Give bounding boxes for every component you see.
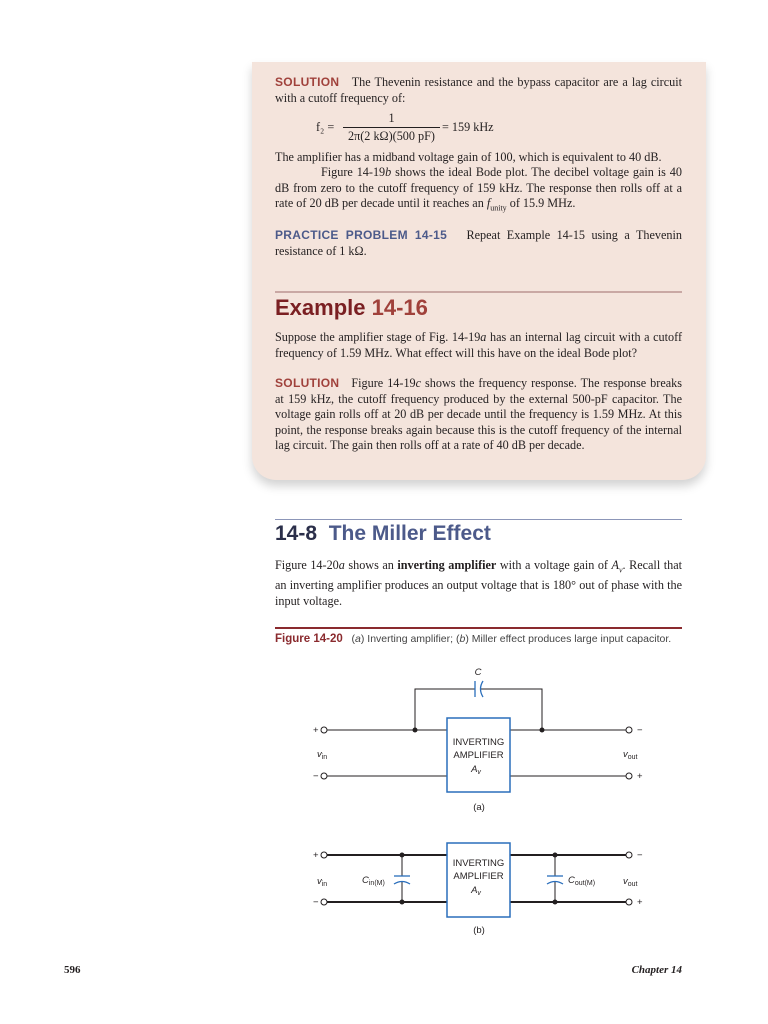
example-solution-label: SOLUTION	[275, 376, 340, 390]
vout-minus-a: −	[637, 725, 643, 736]
terminal-out-minus-b	[626, 852, 632, 858]
practice-text: Repeat Example 14-15 using a Thevenin resistance of 1 kΩ.	[275, 228, 683, 258]
amp-a-gain: $A_v$	[471, 764, 481, 776]
sub-label-a: (a)	[473, 802, 485, 813]
amp-b-line2: AMPLIFIER	[453, 871, 504, 882]
vin-minus-b: −	[313, 897, 319, 908]
terminal-out-plus-a	[626, 773, 632, 779]
terminal-in-minus-b	[321, 899, 327, 905]
cin-m-label: $C_{in(M)}$	[362, 875, 385, 887]
solution-intro-text: The Thevenin resistance and the bypass capacitor are a lag circuit with a cutoff frequency of:	[275, 75, 683, 105]
terminal-in-plus-b	[321, 852, 327, 858]
vout-minus-b: −	[637, 850, 643, 861]
section-heading: 14-8 The Miller Effect	[275, 522, 491, 545]
vin-plus-b: +	[313, 850, 319, 861]
amp-a-line1: INVERTING	[452, 737, 505, 748]
terminal-in-plus-a	[321, 727, 327, 733]
amp-b-line1: INVERTING	[452, 858, 505, 869]
example-solution: SOLUTION Figure 14-19c shows the frequency response. The response breaks at 159 kHz, the cutoff frequency produced by the external 500-pF capacitor. The voltage gain rolls off at 20 dB per decade until the frequency is 1.59 MHz. At this point, the response breaks again because this is the cutoff frequency of the internal lag circuit. The gain then rolls off at a rate of 40 dB per decade.	[275, 376, 682, 453]
section-paragraph: Figure 14-20a shows an inverting amplifier with a voltage gain of $A_v$. Recall that an inverting amplifier produces an output voltage that is 180° out of phase with the input voltage.	[275, 558, 682, 608]
example-heading: Example 14-16	[275, 295, 428, 320]
terminal-out-minus-a	[626, 727, 632, 733]
practice-label: PRACTICE PROBLEM 14-15	[275, 228, 448, 242]
vout-b-label: $v_{out}$	[623, 876, 638, 888]
vout-plus-a: +	[637, 771, 643, 782]
figure-caption: Figure 14-20 (a) Inverting amplifier; (b) Miller effect produces large input capacitor.	[275, 633, 672, 645]
terminal-out-plus-b	[626, 899, 632, 905]
page-number: 596	[64, 964, 81, 976]
cout-m-label: $C_{out(M)}$	[568, 875, 596, 887]
amp-a-line2: AMPLIFIER	[453, 750, 504, 761]
chapter-label: Chapter 14	[631, 964, 682, 976]
vin-minus-a: −	[313, 771, 319, 782]
vin-a-label: $v_{in}$	[317, 749, 328, 761]
example-question: Suppose the amplifier stage of Fig. 14-19a has an internal lag circuit with a cutoff frequency of 1.59 MHz. What effect will this have on the ideal Bode plot?	[275, 330, 682, 360]
equation-numerator: 1	[388, 111, 395, 125]
solution-paragraph-2: Figure 14-19b shows the ideal Bode plot. The decibel voltage gain is 40 dB from zero to the cutoff frequency of 159 kHz. The response then rolls off at a rate of 20 dB per decade until it reaches an $f_{unity}$ of 15.9 MHz.	[275, 165, 682, 213]
amp-b-gain: $A_v$	[471, 885, 481, 897]
solution-label: SOLUTION	[275, 75, 340, 89]
solution-paragraph-1: The amplifier has a midband voltage gain of 100, which is equivalent to 40 dB.	[275, 150, 662, 164]
equation-rhs: = 159 kHz	[442, 120, 494, 134]
vout-a-label: $v_{out}$	[623, 749, 638, 761]
vout-plus-b: +	[637, 897, 643, 908]
sub-label-b: (b)	[473, 925, 485, 936]
terminal-in-minus-a	[321, 773, 327, 779]
equation-denominator: 2π(2 kΩ)(500 pF)	[348, 129, 435, 143]
cap-c-label: C	[474, 667, 482, 678]
equation-lhs: f₂ =	[316, 120, 335, 134]
vin-plus-a: +	[313, 725, 319, 736]
vin-b-label: $v_{in}$	[317, 876, 328, 888]
